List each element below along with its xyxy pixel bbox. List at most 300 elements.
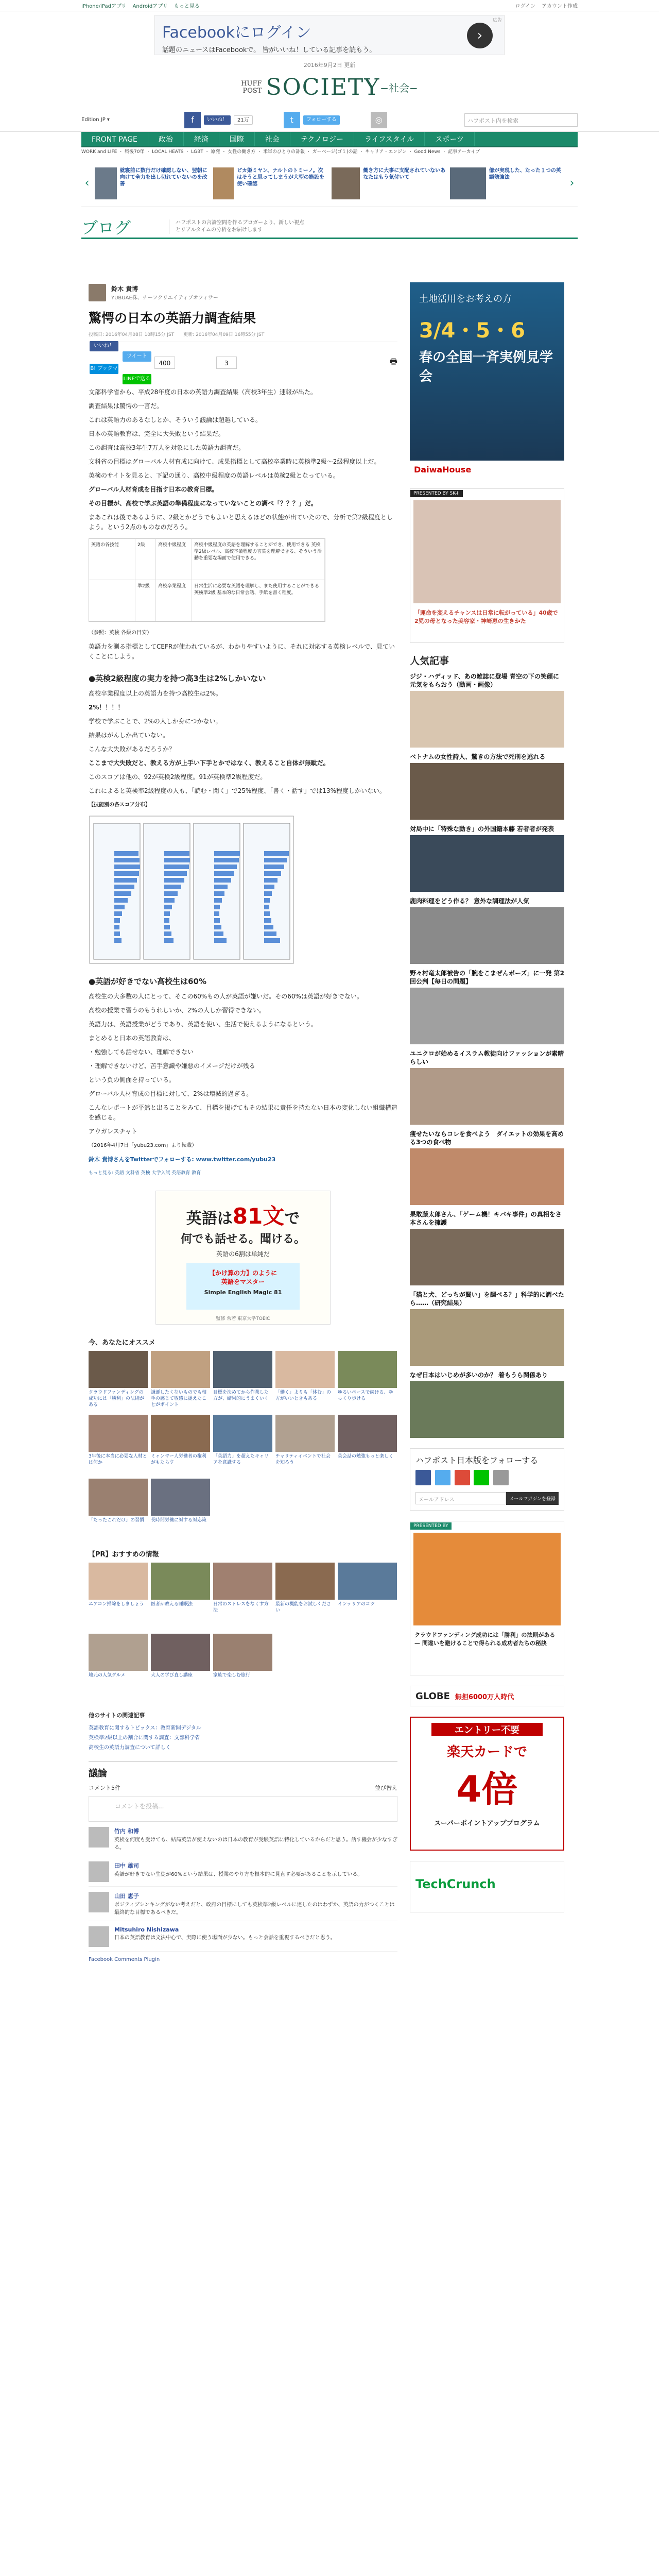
paragraph: という負の側面を持っている。 xyxy=(89,1076,176,1083)
chart-bar xyxy=(214,905,220,909)
follow-button[interactable]: フォローする xyxy=(303,115,340,125)
twitter-icon[interactable] xyxy=(435,1470,450,1485)
rakuten-ad[interactable]: エントリー不要 楽天カードで 4倍 スーパーポイントアッププログラム xyxy=(410,1717,564,1851)
popular-text: ベトナムの女性詩人、驚きの方法で死刑を逃れる xyxy=(410,753,546,760)
fb-login-title: Facebookにログイン xyxy=(162,24,311,42)
popular-item[interactable] xyxy=(410,1291,564,1366)
related-link[interactable]: 英検準2級以上の割合に関する調査：文部科学省 xyxy=(89,1735,200,1741)
thumbnail xyxy=(151,1563,210,1600)
chart-bar xyxy=(264,871,281,876)
nav-politics[interactable]: 政治 xyxy=(148,132,184,146)
thumbnail xyxy=(151,1415,210,1452)
search-input[interactable]: ハフポスト内を検索 xyxy=(464,113,578,127)
chart-bar xyxy=(164,851,189,856)
chart-bar xyxy=(214,878,231,883)
ad-brand: DaiwaHouse xyxy=(410,461,564,478)
ad-label: 広告 xyxy=(492,18,502,23)
repost-note: （2016年4月7日「yubu23.com」より転載） xyxy=(89,1143,197,1148)
chart-bar xyxy=(264,858,287,862)
carousel-item[interactable]: ピカ姫ミヤン、ナルトのトミーノ。次はそうと思ってしまうが大型の施設を使い確認 xyxy=(213,167,327,199)
chart-bar xyxy=(214,911,219,916)
author-block xyxy=(89,282,397,303)
nav-society[interactable]: 社会 xyxy=(255,132,290,146)
chevron-right-icon[interactable]: › xyxy=(569,177,575,190)
comments-title: 議論 xyxy=(89,1761,397,1780)
carousel-item[interactable]: 働き方に大事に支配されていないあなたはもう気付いて xyxy=(332,167,446,199)
chart-bar xyxy=(214,931,223,936)
nav-front[interactable]: FRONT PAGE xyxy=(81,132,148,146)
comment-input[interactable]: コメントを投稿... xyxy=(89,1796,397,1822)
commenter-name[interactable]: 田中 雄司 xyxy=(114,1862,139,1869)
chart-bar xyxy=(264,891,272,896)
recommend-text: 3年後に本当に必要な人材とは何か xyxy=(89,1454,147,1465)
pr-text: 地元の人気グルメ xyxy=(89,1673,126,1678)
comment-text: 英検を何度も受けても、結局英語が使えないのは日本の教育が受験英語に特化しているからだと思う。話す機会が少なすぎる。 xyxy=(114,1837,397,1851)
thumbnail xyxy=(89,1479,148,1516)
paragraph: このスコアは他の、92が英検2級程度。91が英検準2級程度だ。 xyxy=(89,773,267,781)
recommend-item[interactable] xyxy=(275,1415,335,1476)
paragraph: 高校の授業で習うのもうれしいか、2%の人しか習得できない。 xyxy=(89,1007,266,1014)
popular-item[interactable] xyxy=(410,1371,564,1438)
section-heading: ●英語が好きでない高校生は60% xyxy=(89,977,206,986)
thumbnail xyxy=(89,1563,148,1600)
thumbnail xyxy=(410,1229,564,1285)
commenter-name[interactable]: 山田 恵子 xyxy=(114,1893,139,1900)
pr-item[interactable] xyxy=(338,1563,397,1631)
comment-count: コメント5件 xyxy=(89,1785,120,1791)
twitter-icon[interactable]: t xyxy=(284,112,300,128)
source-link[interactable]: （参照：英検 各級の目安） xyxy=(89,630,152,636)
ad-author: 監修 常若 東京大学TOEIC xyxy=(216,1316,270,1321)
recommend-text: チャリティイベントで社会を知ろう xyxy=(275,1454,331,1465)
rss-icon[interactable] xyxy=(493,1470,509,1485)
book-cover: 【かけ算の力】のように 英語をマスター Simple English Magic 81 xyxy=(186,1263,300,1310)
related-link[interactable]: 高校生の英語力調査について詳しく xyxy=(89,1745,171,1751)
chart-bar xyxy=(264,911,270,916)
pr-item[interactable] xyxy=(151,1634,210,1702)
chart-bar xyxy=(114,858,140,862)
recommend-item[interactable] xyxy=(89,1479,148,1539)
eiken-table xyxy=(89,538,325,622)
popular-text: 「猫と犬、どっちが賢い」を調べる？」科学的に調べたら……（研究結果） xyxy=(410,1291,564,1307)
recommend-item[interactable] xyxy=(89,1415,148,1476)
chart-bar xyxy=(114,885,134,889)
recommend-text: 目標を決めてから作業した方が、結果的にうまくいく xyxy=(213,1390,269,1401)
ad-headline: 英語は81文で xyxy=(186,1204,300,1229)
chart-bar xyxy=(114,851,138,856)
thumbnail xyxy=(338,1563,397,1600)
pr-text: エアコン掃除をしましょう xyxy=(89,1602,144,1607)
sub-nav[interactable]: WORK and LIFE ・ 戦後70年 ・ LOCAL HEATS ・ LGBT ・ 原発 ・ 女性の働き方 ・ 米軍のひとりの訃報 ・ ガーベージ(ゴミ)の話 ・ キャリア・エンジン ・ Good News ・ 記事アーカイブ xyxy=(81,149,480,155)
thumbnail xyxy=(89,1351,148,1388)
chevron-left-icon[interactable]: ‹ xyxy=(84,177,90,190)
paragraph: これは英語力のあるなしとか、そういう議論は超越している。 xyxy=(89,416,262,423)
main-nav xyxy=(81,132,578,147)
thumbnail xyxy=(410,988,564,1044)
table-cell: 2級 xyxy=(135,539,156,580)
recommend-item[interactable] xyxy=(338,1415,397,1476)
popular-text: 対局中に「特殊な動き」の外国籍本藤 若者者が発表 xyxy=(410,825,554,833)
line-icon[interactable] xyxy=(474,1470,489,1485)
recommend-item[interactable] xyxy=(213,1415,272,1476)
thumbnail xyxy=(410,1381,564,1438)
techcrunch-ad[interactable]: TechCrunch xyxy=(410,1861,564,1912)
chart-bar xyxy=(264,938,280,943)
chart-bar xyxy=(264,885,274,889)
hatena-button[interactable]: B! ブックマーク xyxy=(90,364,118,374)
chart-bar xyxy=(114,911,122,916)
chart-bar xyxy=(214,938,227,943)
comment-text: ポジティブシンキングがない考えだと、政府の目標にしても英検準2級レベルに達したのはわずか、英語の力がつくことは最終的な目標であるべきだ。 xyxy=(114,1902,395,1916)
follow-box xyxy=(410,1448,564,1511)
table-cell: 準2級 xyxy=(135,580,156,621)
paragraph: 高校卒業程度以上の英語力を持つ高校生は2%。 xyxy=(89,690,222,697)
newsletter-button[interactable]: メールマガジンを登録 xyxy=(506,1492,559,1505)
carousel-item[interactable]: 就寝前に数行だけ確認しない、翌朝に向けて全力を出し切れていないのを改善 xyxy=(95,167,209,199)
avatar[interactable] xyxy=(89,1861,109,1882)
email-field[interactable]: メールアドレス xyxy=(415,1492,506,1504)
blog-header xyxy=(81,215,578,239)
paragraph: 英検のサイトを見ると、下記の通り、高校中級程度の英語レベルは英検2級となっている。 xyxy=(89,472,339,479)
chart-bar xyxy=(114,931,120,936)
top-bar xyxy=(0,0,659,11)
recommend-item[interactable] xyxy=(213,1351,272,1412)
paragraph: ・理解できないけど、苦手意識や嫌悪のイメージだけが残る xyxy=(89,1062,255,1070)
chart-bar xyxy=(114,898,128,903)
twitter-follow-link[interactable]: 鈴木 貴博さんをTwitterでフォローする: www.twitter.com/yubu23 xyxy=(89,1156,276,1163)
chart-bar xyxy=(164,885,181,889)
popular-item[interactable] xyxy=(410,672,564,748)
article-column xyxy=(89,282,397,1962)
chart-bar xyxy=(164,918,169,923)
article-meta: 投稿日: 2016年04月08日 10時15分 JST 更新: 2016年04月09日 16時55分 JST xyxy=(89,331,397,342)
thumbnail xyxy=(89,1634,148,1671)
chart-bar xyxy=(164,931,171,936)
avatar[interactable] xyxy=(89,1892,109,1912)
paragraph: こんなレポートが平然と出ることをみて、目標を掲げてもその結果に責任を持たない日本の変化しない組織構造を感じる。 xyxy=(89,1104,397,1121)
pr-item[interactable] xyxy=(213,1563,272,1631)
chart-bar xyxy=(164,911,170,916)
recommend-item[interactable] xyxy=(89,1351,148,1412)
chart-bar xyxy=(264,918,271,923)
facebook-icon[interactable] xyxy=(415,1470,431,1485)
chart-caption: 【技能別の各スコア分布】 xyxy=(89,802,150,808)
tags[interactable]: もっと見る: 英語 文科省 英検 大学入試 英語教育 教育 xyxy=(89,1171,201,1176)
pr-item[interactable] xyxy=(89,1634,148,1702)
share-bar xyxy=(89,342,397,383)
avatar[interactable] xyxy=(89,1827,109,1848)
paragraph: 文部科学省から、平成28年度の日本の英語力調査結果（高校3年生）速報が出た。 xyxy=(89,388,317,396)
chart-bar xyxy=(264,851,289,856)
sk2-ad[interactable] xyxy=(410,488,564,643)
ad-sub: 英語の6割は単純だ xyxy=(216,1250,270,1258)
chart-bar xyxy=(164,938,174,943)
update-date: 2016年9月2日 更新 xyxy=(303,62,356,69)
commenter-name[interactable]: Mitsuhiro Nishizawa xyxy=(114,1926,179,1933)
popular-text: ユニクロが始めるイスラム教徒向けファッションが素晴らしい xyxy=(410,1050,564,1065)
recommend-text: 長時間労働に対する対応策 xyxy=(151,1518,207,1523)
ad-headline2: 何でも話せる。聞ける。 xyxy=(180,1233,305,1246)
paragraph: 結果はがんしか出ていない。 xyxy=(89,732,169,739)
chart-bar xyxy=(214,871,234,876)
chart-bar xyxy=(164,925,170,929)
fb-plugin-label[interactable]: Facebook Comments Plugin xyxy=(89,1957,160,1962)
chart-bar xyxy=(114,865,140,869)
chart-bar xyxy=(264,878,278,883)
arrow-right-icon[interactable]: › xyxy=(467,23,493,48)
thumbnail xyxy=(213,1634,272,1671)
comment-text: 日本の英語教育は文法中心で、実際に使う場面が少ない。もっと会話を重視するべきだと思う。 xyxy=(114,1935,336,1941)
facebook-banner xyxy=(0,11,659,59)
paragraph: 英語力を測る指標としてCEFRが使われているが、わかりやすいように、それに対応する英検レベルで、見ていくことにしよう。 xyxy=(89,643,395,660)
table-cell: 英語の各技能 xyxy=(89,539,135,580)
author-name[interactable]: 鈴木 貴博 xyxy=(111,285,138,293)
comment xyxy=(89,1892,397,1921)
chart-bar xyxy=(264,905,269,909)
thumbnail xyxy=(213,1415,272,1452)
nav-world[interactable]: 国際 xyxy=(219,132,255,146)
recommend-item[interactable] xyxy=(338,1351,397,1412)
thumbnail xyxy=(410,691,564,748)
pr-item[interactable] xyxy=(89,1563,148,1631)
chart-bar xyxy=(214,865,237,869)
table-cell: 高校中級程度の英語を理解することができ、使用できる 英検準2級レベル、高校卒業程度の言葉を理解できる、そういう活動を重要な場面で使用できる。 xyxy=(192,539,325,580)
fb-count: 400 xyxy=(154,357,175,369)
chart-bar xyxy=(164,865,189,869)
chart-bar xyxy=(164,891,178,896)
pr-item[interactable] xyxy=(151,1563,210,1631)
recommend-title: 今、あなたにオススメ xyxy=(89,1339,155,1347)
chart-bar xyxy=(214,918,220,923)
related-links xyxy=(89,1711,397,1751)
iphone-app-link[interactable]: iPhone/iPadアプリ xyxy=(81,4,127,9)
ad-label: PRESENTED BY xyxy=(410,1522,452,1530)
thumbnail xyxy=(410,1068,564,1125)
thumbnail xyxy=(151,1351,210,1388)
paragraph: 2%！！！！ xyxy=(89,704,124,711)
rss-icon[interactable]: ◎ xyxy=(371,112,387,128)
paragraph: その目標が、高校で学ぶ英語の準備程度になっていないことの調べ「？？？」だ。 xyxy=(89,500,318,507)
paragraph: 調査結果は驚愕の一言だ。 xyxy=(89,402,163,410)
recommend-item[interactable] xyxy=(151,1415,210,1476)
facebook-ad[interactable] xyxy=(154,15,505,55)
article-body xyxy=(89,387,397,1178)
ad-text: クラウドファンディング成功には「勝利」の法則がある — 間違いを避けることで得られる成功者たちの秘訣 xyxy=(414,1632,556,1647)
comment xyxy=(89,1861,397,1887)
chart-bar xyxy=(114,925,119,929)
like-count: 21万 xyxy=(234,115,253,125)
popular-title: 人気記事 xyxy=(410,655,449,667)
thumbnail xyxy=(410,1148,564,1205)
blog-desc: ハフポストの言論空間を作るブロガーより、新しい視点とリアルタイムの分析をお届けします xyxy=(169,219,308,234)
ad-text: 「運命を変えるチャンスは日常に転がっている」40歳で2児の母となった美容家・神崎恵の生きかた xyxy=(414,609,558,624)
pr-text: 大人の学び直し講座 xyxy=(151,1673,193,1678)
pr-text: インテリアのコツ xyxy=(338,1602,375,1607)
thumbnail xyxy=(89,1415,148,1452)
paragraph: 日本の英語教育は、完全に大失敗という結果だ。 xyxy=(89,430,225,437)
ad-date: 3/4・5・6 xyxy=(419,319,525,343)
login-link[interactable]: ログイン xyxy=(515,4,536,9)
paragraph: 英語力は、英語授業がどうであり、英語を使い、生活で使えるようになるという。 xyxy=(89,1021,318,1028)
comment-list xyxy=(89,1827,397,1952)
pr-grid xyxy=(89,1563,397,1702)
chart-bar xyxy=(114,918,120,923)
site-logo[interactable] xyxy=(0,74,659,105)
nav-tech[interactable]: テクノロジー xyxy=(290,132,354,146)
avatar[interactable] xyxy=(89,284,106,301)
related-title: 他のサイトの関連記事 xyxy=(89,1712,145,1719)
popular-articles xyxy=(410,653,564,1438)
chart-bar xyxy=(114,878,137,883)
popular-item[interactable] xyxy=(410,897,564,964)
crowdfunding-ad[interactable] xyxy=(410,1521,564,1675)
thumbnail xyxy=(338,1415,397,1452)
thumbnail xyxy=(213,1563,272,1600)
chart-bar xyxy=(264,925,273,929)
chart-bar xyxy=(214,851,240,856)
paragraph: 学校で学ぶことで、2%の人しか身につかない。 xyxy=(89,718,222,725)
chart-bar xyxy=(214,925,221,929)
table-cell: 高校卒業程度 xyxy=(156,580,192,621)
thumbnail xyxy=(213,1351,272,1388)
comment xyxy=(89,1926,397,1952)
carousel xyxy=(81,160,578,207)
pr-item[interactable] xyxy=(275,1563,335,1631)
chart-bar xyxy=(164,878,184,883)
popular-item[interactable] xyxy=(410,1210,564,1285)
chart-bar xyxy=(114,891,131,896)
popular-item[interactable] xyxy=(410,1049,564,1125)
edition-select[interactable]: Edition JP ▾ xyxy=(81,117,110,123)
popular-text: 果敢藤太郎さん、「ゲーム機！キパキ事件」の真相をさ本さんを擁護 xyxy=(410,1211,562,1226)
pr-text: 家族で楽しむ旅行 xyxy=(213,1673,251,1678)
pr-text: 日常のストレスをなくす方法 xyxy=(213,1602,269,1613)
author-role: YUBUAE株、チーフクリエイティブオフィサー xyxy=(111,295,218,301)
sort-select[interactable]: 並び替え xyxy=(375,1785,397,1791)
recommend-item[interactable] xyxy=(151,1479,210,1539)
thumbnail xyxy=(151,1479,210,1516)
daiwa-ad[interactable] xyxy=(410,282,564,478)
chart-bar xyxy=(114,938,122,943)
thumbnail xyxy=(410,1309,564,1366)
thumbnail xyxy=(338,1351,397,1388)
tw-count: 3 xyxy=(216,357,237,369)
recommend-text: 英会話の勉強もっと楽しく xyxy=(338,1454,394,1459)
book-ad[interactable] xyxy=(155,1191,331,1325)
recommend-text: ゆるいペースで続ける、ゆっくり歩ける xyxy=(338,1390,393,1401)
paragraph: こんな大失敗があるだろうか？ xyxy=(89,745,176,753)
popular-item[interactable] xyxy=(410,1130,564,1205)
ad-head: 土地活用をお考えの方 xyxy=(419,294,512,304)
blog-title[interactable]: ブログ xyxy=(81,217,131,238)
recommend-item[interactable] xyxy=(151,1351,210,1412)
popular-text: 野々村竜太郎被告の「腕をこまぜんポーズ」に一発 第2回公判【毎日の問題】 xyxy=(410,970,564,985)
recommend-text: 謙遜したくないものでも相手の感じて敏感に捉えたことがポイント xyxy=(151,1390,207,1408)
thumbnail xyxy=(151,1634,210,1671)
pr-text: 最新の機能をお試しください xyxy=(275,1602,332,1613)
section-title: SOCIETY xyxy=(266,74,380,100)
chart-bar xyxy=(214,885,228,889)
popular-text: 痩せたいならコレを食べよう ダイエットの効果を高める3つの食べ物 xyxy=(410,1130,564,1146)
comment-text: 英語が好きでない生徒が60%という結果は、授業のやり方を根本的に見直す必要があることを示している。 xyxy=(114,1872,363,1877)
popular-item[interactable] xyxy=(410,825,564,892)
recommend-text: 「たったこれだけ」の習慣 xyxy=(89,1518,145,1523)
chart-bar xyxy=(114,871,139,876)
google-plus-icon[interactable] xyxy=(455,1470,470,1485)
related-link[interactable]: 英語教育に関するトピックス：教育新聞デジタル xyxy=(89,1725,201,1731)
signup-link[interactable]: アカウント作成 xyxy=(542,4,578,9)
thumbnail xyxy=(410,763,564,820)
score-distribution-chart xyxy=(89,815,294,964)
table-cell: 日常生活に必要な英語を理解し、また使用することができる 英検準2級 基本的な日常会話、手紙を書く程度。 xyxy=(192,580,325,621)
paragraph: この調査は高校3年生7万人を対象にした英語力調査だ。 xyxy=(89,444,245,451)
avatar[interactable] xyxy=(89,1926,109,1947)
paragraph: グローバル人材育成の目標に対して、2%は壊滅的過ぎる。 xyxy=(89,1090,253,1097)
recommend-item[interactable] xyxy=(275,1351,335,1412)
chart-bar xyxy=(164,871,187,876)
recommend-grid xyxy=(89,1351,397,1539)
more-link[interactable]: もっと見る xyxy=(174,4,200,9)
like-button[interactable]: いいね！ xyxy=(204,115,231,125)
thumbnail xyxy=(410,835,564,892)
chart-bar xyxy=(164,858,190,862)
globe-ad[interactable]: GLOBE 無担6000万人時代 xyxy=(410,1686,564,1706)
paragraph: 文科省の目標はグローバル人材育成に向けて、成果指標として高校卒業時に英検準2級〜2級程度以上だ。 xyxy=(89,458,380,465)
chart-bar xyxy=(114,905,125,909)
popular-item[interactable] xyxy=(410,753,564,820)
pr-item[interactable] xyxy=(213,1634,272,1702)
nav-economy[interactable]: 経済 xyxy=(184,132,219,146)
table-cell: 高校中級程度 xyxy=(156,539,192,580)
thumbnail xyxy=(275,1563,335,1600)
popular-text: ジジ・ハディッド、あの雑誌に登場 青空の下の笑顔に元気をもらおう（動画・画像） xyxy=(410,673,559,688)
nav-sports[interactable]: スポーツ xyxy=(425,132,474,146)
line-button[interactable]: LINEで送る xyxy=(123,374,151,384)
recommend-text: クラウドファンディングの成功には「勝利」の法則がある xyxy=(89,1390,145,1408)
fb-share-button[interactable]: いいね！ 400 xyxy=(90,341,118,351)
popular-text: 鹿肉料理をどう作る？ 意外な調理法が人気 xyxy=(410,897,530,905)
thumbnail xyxy=(410,907,564,964)
ad-label: PRESENTED BY SK-II xyxy=(410,490,463,497)
recommend-text: 「英語力」を超えたキャリアを意識する xyxy=(213,1454,269,1465)
android-app-link[interactable]: Androidアプリ xyxy=(132,4,168,9)
ad-title: 春の全国一斉実例見学会 xyxy=(419,350,553,384)
recommend-text: 「働く」よりも「休む」の方がいいときもある xyxy=(275,1390,332,1401)
social-row xyxy=(0,108,659,132)
chart-svg xyxy=(89,815,294,964)
commenter-name[interactable]: 竹内 和博 xyxy=(114,1828,139,1835)
chart-bar xyxy=(264,865,284,869)
page-title: 驚愕の日本の英語力調査結果 xyxy=(89,311,256,326)
paragraph: アウガレスチャト xyxy=(89,1128,138,1135)
paragraph: これによると英検準2級程度の人も、「読む・聞く」で25%程度、「書く・話す」では13%程度しかいない。 xyxy=(89,787,386,794)
recommend-text: ミャンマー人労働者の権利がもたらす xyxy=(151,1454,206,1465)
nav-lifestyle[interactable]: ライフスタイル xyxy=(354,132,425,146)
huffpost-logo: HUFF POST xyxy=(241,79,262,95)
paragraph: まあこれは後であるように、2級とかどうでもよいと思えるほどの状態が出ていたので、分析で第2級程度としよう。という2点のものなのだろう。 xyxy=(89,514,393,531)
paragraph: まとめると日本の英語教育は、 xyxy=(89,1035,176,1042)
popular-item[interactable] xyxy=(410,969,564,1044)
chart-bar xyxy=(214,858,239,862)
print-icon[interactable]: 🖶 xyxy=(389,356,397,366)
pr-text: 医者が教える睡眠法 xyxy=(151,1602,193,1607)
chart-bar xyxy=(264,931,276,936)
paragraph: 高校生の大多数の人にとって、そこの60%もの人が英語が嫌いだ。その60%は英語が好きでない。 xyxy=(89,993,363,1000)
section-heading: ●英検2級程度の実力を持つ高3生は2%しかいない xyxy=(89,674,266,683)
facebook-icon[interactable]: f xyxy=(184,112,201,128)
carousel-item[interactable]: 億が実現した、たった１つの英語勉強法 xyxy=(450,167,564,199)
tweet-button[interactable]: ツイート xyxy=(123,351,151,362)
